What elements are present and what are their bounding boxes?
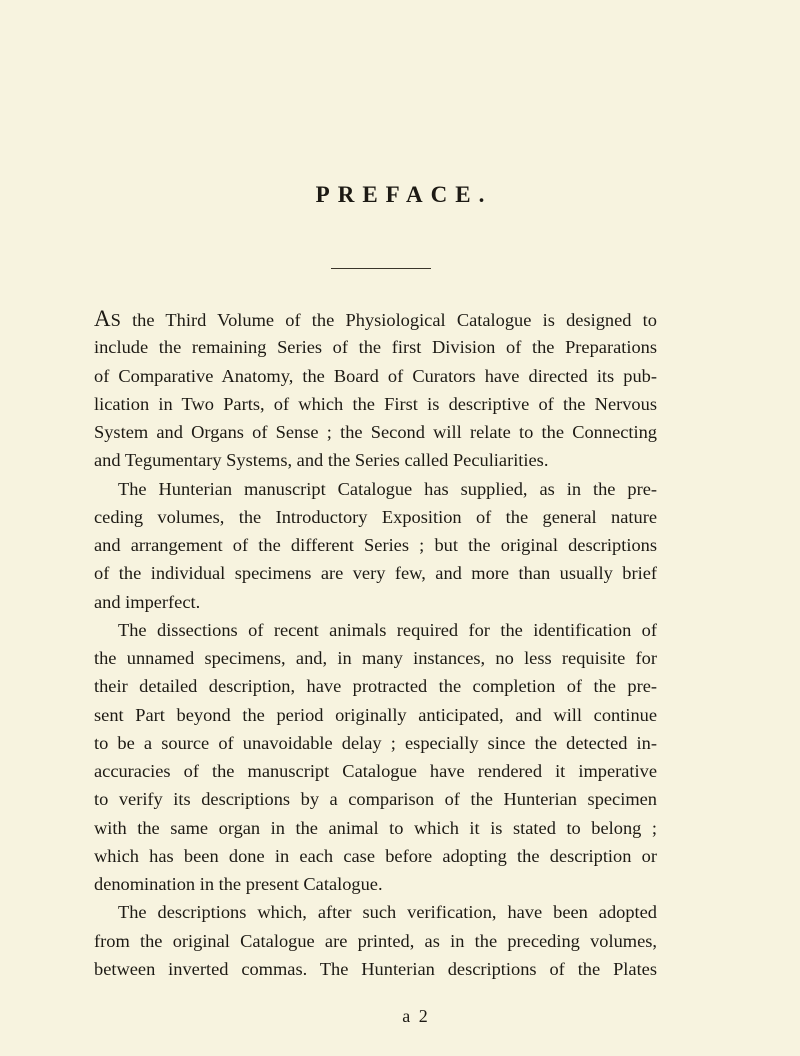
text-line: include the remaining Series of the first Division of the Preparations xyxy=(94,337,657,358)
text-line: between inverted commas. The Hunterian descriptions of the Plates xyxy=(94,958,657,979)
text-line: with the same organ in the animal to which it is stated to belong ; xyxy=(94,817,657,838)
title-rule xyxy=(331,268,431,269)
text-line: sent Part beyond the period originally anticipated, and will continue xyxy=(94,704,657,725)
text-line: of Comparative Anatomy, the Board of Curators have directed its pub- xyxy=(94,365,657,386)
text-line: from the original Catalogue are printed, as in the preceding volumes, xyxy=(94,930,657,951)
body-text xyxy=(94,305,657,983)
text-line-rest: S the Third Volume of the Physiological Catalogue is designed to xyxy=(110,310,657,330)
page-title: PREFACE. xyxy=(315,182,493,207)
drop-cap: A xyxy=(94,306,111,331)
signature-mark: a 2 xyxy=(402,1006,430,1026)
text-line: their detailed description, have protracted the completion of the pre- xyxy=(94,676,657,697)
text-line: of the individual specimens are very few, and more than usually brief xyxy=(94,563,657,584)
text-line xyxy=(94,305,657,333)
text-line: and Tegumentary Systems, and the Series called Peculiarities. xyxy=(94,450,549,471)
text-line: which has been done in each case before adopting the description or xyxy=(94,845,657,866)
text-line: The descriptions which, after such verification, have been adopted xyxy=(118,902,657,923)
text-line: The dissections of recent animals required for the identification of xyxy=(118,619,657,640)
text-line: to be a source of unavoidable delay ; especially since the detected in- xyxy=(94,732,657,753)
text-line: denomination in the present Catalogue. xyxy=(94,874,383,894)
text-line: The Hunterian manuscript Catalogue has supplied, as in the pre- xyxy=(118,478,657,499)
text-line: and arrangement of the different Series ; but the original descriptions xyxy=(94,535,657,555)
text-line: accuracies of the manuscript Catalogue have rendered it imperative xyxy=(94,761,657,781)
text-line: to verify its descriptions by a comparison of the Hunterian specimen xyxy=(94,789,657,810)
text-line: ceding volumes, the Introductory Exposition of the general nature xyxy=(94,506,657,527)
text-line: the unnamed specimens, and, in many instances, no less requisite for xyxy=(94,648,657,668)
text-line: and imperfect. xyxy=(94,591,201,612)
text-line: System and Organs of Sense ; the Second will relate to the Connecting xyxy=(94,422,657,442)
text-line: lication in Two Parts, of which the First is descriptive of the Nervous xyxy=(94,393,657,414)
